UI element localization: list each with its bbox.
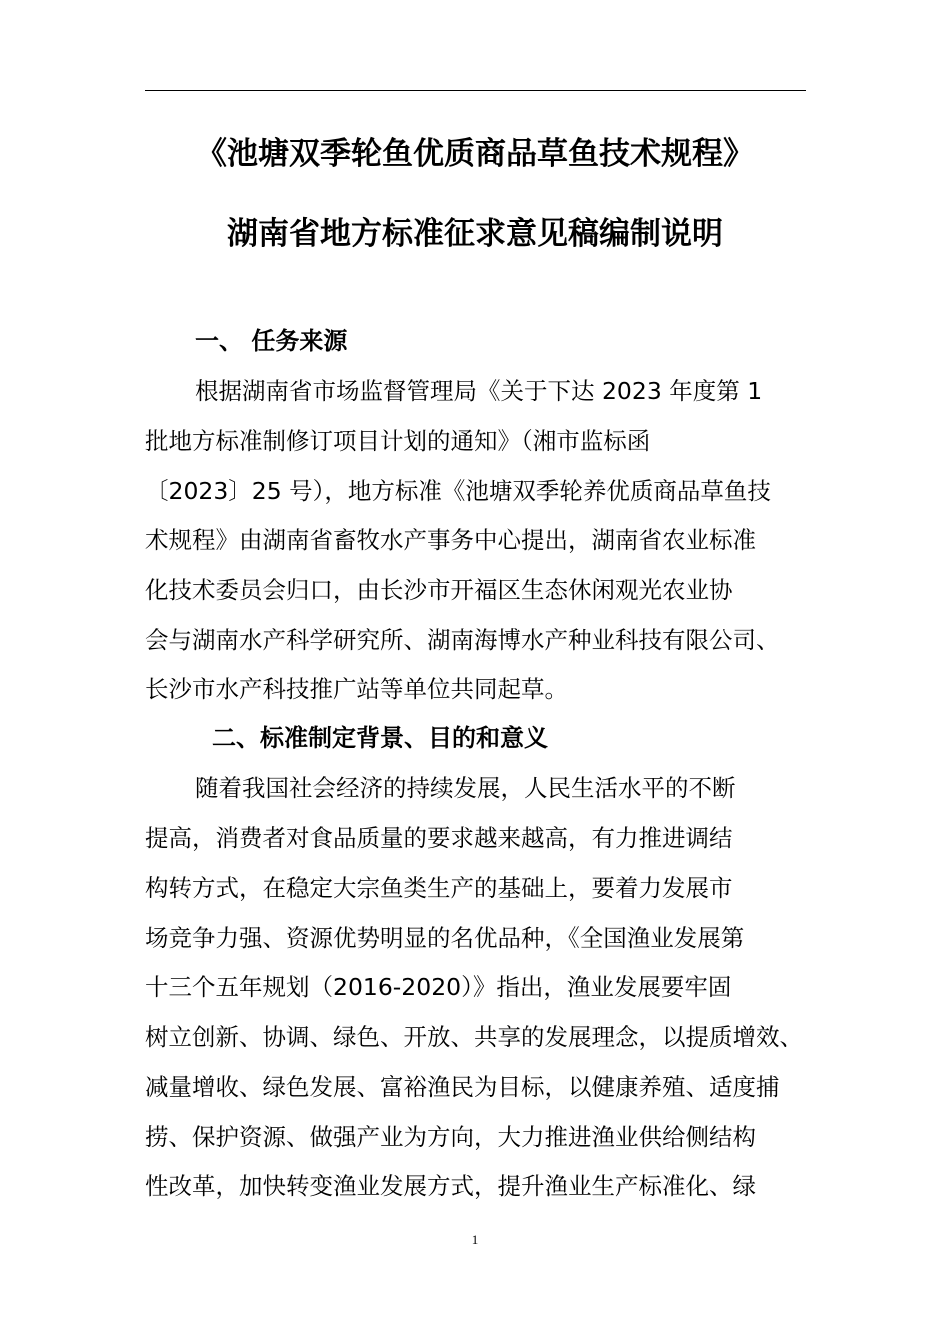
document-title-line-1: 《池塘双季轮鱼优质商品草鱼技术规程》 [196,136,754,172]
section-heading-1: 一、 任务来源 [195,327,348,355]
paragraph-line: 树立创新、协调、绿色、开放、共享的发展理念，以提质增效、 [145,1023,803,1051]
paragraph-line: 减量增收、绿色发展、富裕渔民为目标，以健康养殖、适度捕 [145,1073,780,1101]
paragraph-line: 〔2023〕25 号），地方标准《池塘双季轮养优质商品草鱼技 [145,477,771,505]
paragraph-line: 随着我国社会经济的持续发展，人民生活水平的不断 [195,774,736,802]
header-rule [145,90,806,91]
paragraph-line: 术规程》由湖南省畜牧水产事务中心提出，湖南省农业标准 [145,526,756,554]
paragraph-line: 构转方式，在稳定大宗鱼类生产的基础上，要着力发展市 [145,874,733,902]
section-heading-2: 二、标准制定背景、目的和意义 [212,724,548,752]
paragraph-line: 长沙市水产科技推广站等单位共同起草。 [145,675,568,703]
paragraph-line: 性改革，加快转变渔业发展方式，提升渔业生产标准化、绿 [145,1172,756,1200]
paragraph-line: 提高，消费者对食品质量的要求越来越高，有力推进调结 [145,824,733,852]
document-title-line-2: 湖南省地方标准征求意见稿编制说明 [227,216,723,252]
paragraph-line: 批地方标准制修订项目计划的通知》（湘市监标函 [145,427,651,455]
paragraph-line: 十三个五年规划（2016-2020）》指出，渔业发展要牢固 [145,973,732,1001]
paragraph-line: 根据湖南省市场监督管理局《关于下达 2023 年度第 1 [195,377,763,405]
paragraph-line: 捞、保护资源、做强产业为方向，大力推进渔业供给侧结构 [145,1123,756,1151]
paragraph-line: 会与湖南水产科学研究所、湖南海博水产种业科技有限公司、 [145,626,780,654]
page-number: 1 [471,1232,479,1247]
paragraph-line: 化技术委员会归口，由长沙市开福区生态休闲观光农业协 [145,576,733,604]
paragraph-line: 场竞争力强、资源优势明显的名优品种，《全国渔业发展第 [145,924,745,952]
